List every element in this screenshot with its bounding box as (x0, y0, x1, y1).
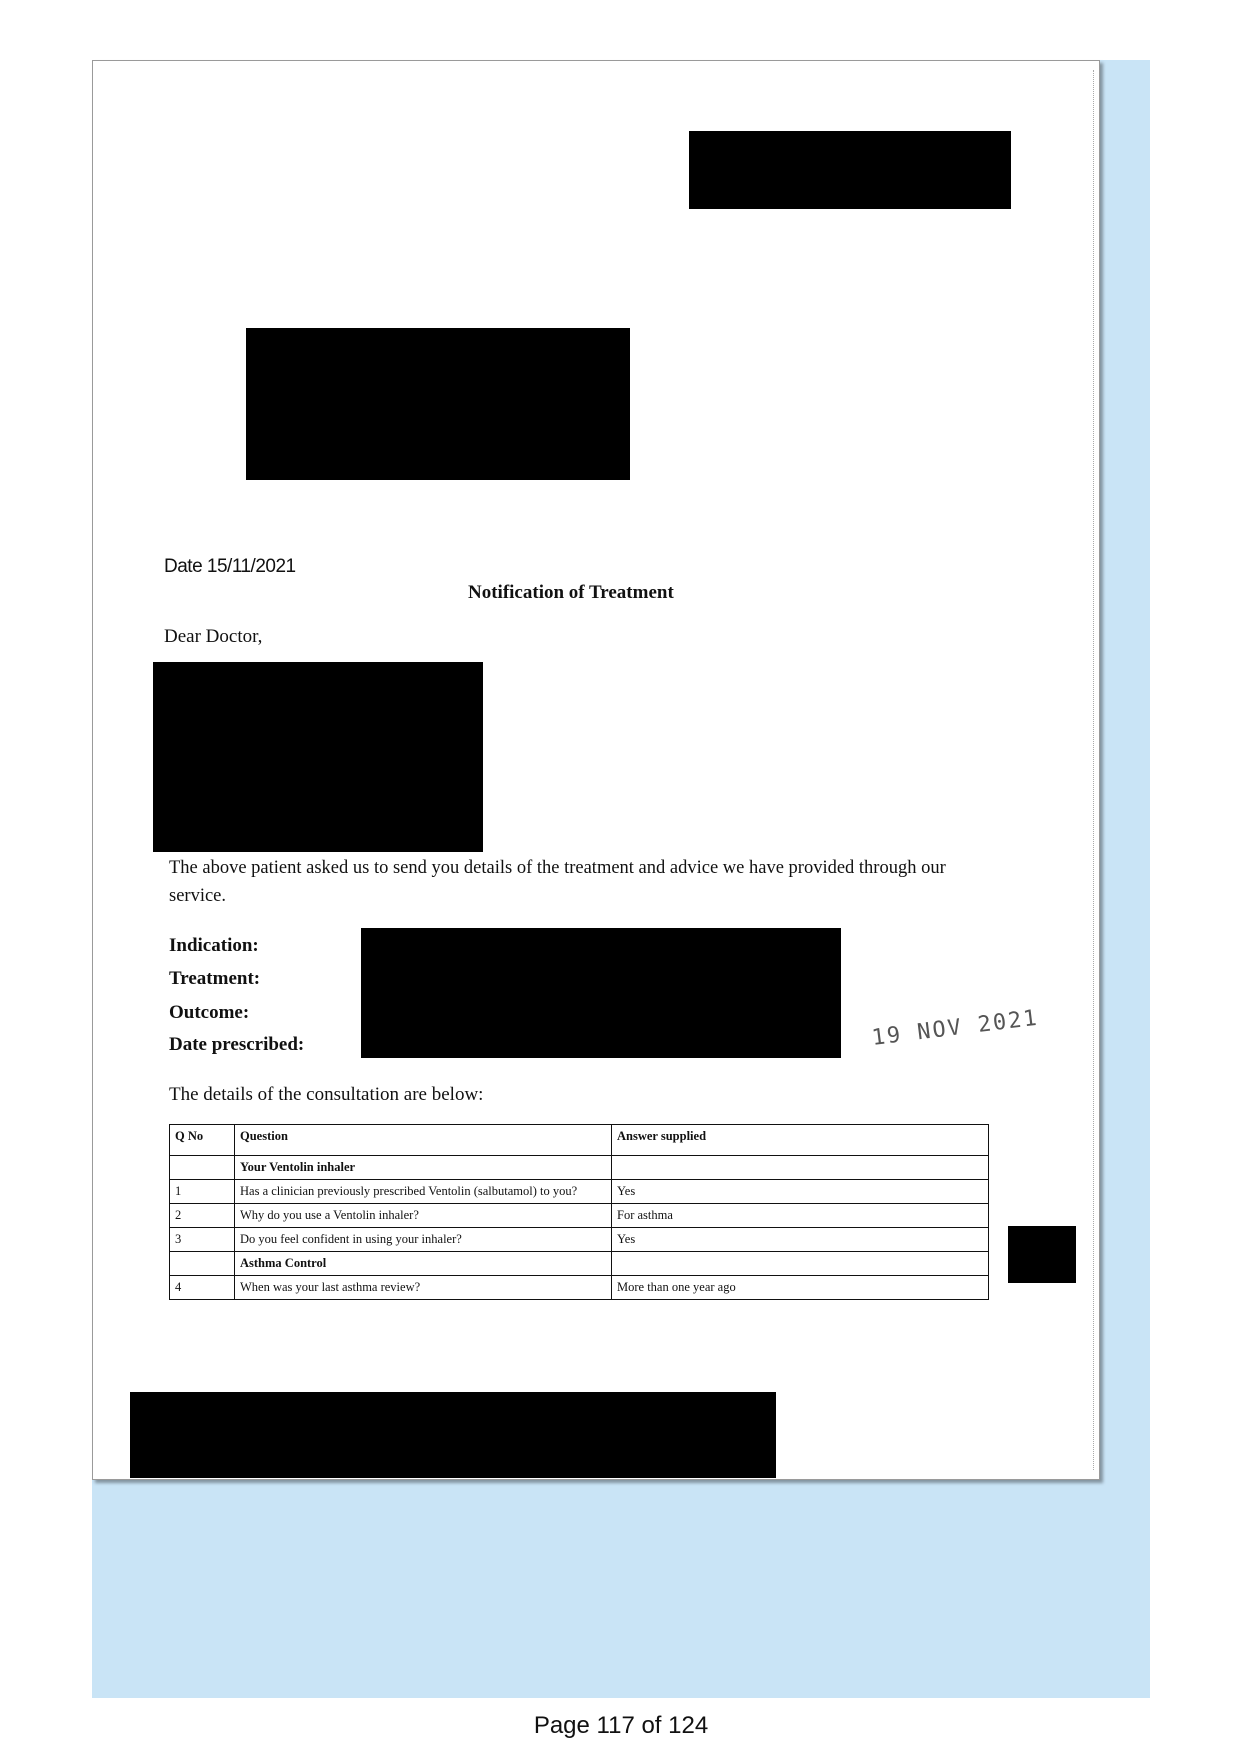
row-qno: 4 (170, 1276, 235, 1300)
redacted-signature-block (130, 1392, 776, 1478)
intro-paragraph: The above patient asked us to send you details of the treatment and advice we have provided through our service. (169, 858, 946, 906)
redacted-sender-address (689, 131, 1011, 209)
row-answer: More than one year ago (612, 1276, 989, 1300)
scan-artefact (1093, 70, 1094, 1470)
table-row (170, 1252, 989, 1276)
table-row (170, 1156, 989, 1180)
table-row (170, 1180, 989, 1204)
section-title: Your Ventolin inhaler (235, 1156, 612, 1180)
table-row (170, 1228, 989, 1252)
salutation: Dear Doctor, (164, 626, 263, 647)
date-prescribed-label: Date prescribed: (169, 1034, 305, 1055)
row-question: When was your last asthma review? (235, 1276, 612, 1300)
section-title: Asthma Control (235, 1252, 612, 1276)
indication-label: Indication: (169, 935, 259, 956)
header-qno: Q No (170, 1125, 235, 1156)
row-qno: 2 (170, 1204, 235, 1228)
row-answer (612, 1156, 989, 1180)
redacted-recipient-address (246, 328, 630, 480)
table-header-row (170, 1125, 989, 1156)
header-question: Question (235, 1125, 612, 1156)
letter-heading: Notification of Treatment (468, 582, 674, 603)
row-qno (170, 1156, 235, 1180)
row-question: Do you feel confident in using your inhaler? (235, 1228, 612, 1252)
row-question: Why do you use a Ventolin inhaler? (235, 1204, 612, 1228)
row-answer: Yes (612, 1228, 989, 1252)
treatment-label: Treatment: (169, 968, 261, 989)
received-date-stamp: 19 NOV 2021 (870, 1005, 1040, 1051)
redacted-treatment-details (361, 928, 841, 1058)
row-qno: 3 (170, 1228, 235, 1252)
letter-date: Date 15/11/2021 (164, 556, 296, 577)
consultation-table (169, 1124, 989, 1300)
row-answer: Yes (612, 1180, 989, 1204)
table-row (170, 1276, 989, 1300)
row-qno: 1 (170, 1180, 235, 1204)
row-qno (170, 1252, 235, 1276)
header-answer: Answer supplied (612, 1125, 989, 1156)
row-answer: For asthma (612, 1204, 989, 1228)
row-answer (612, 1252, 989, 1276)
consultation-intro: The details of the consultation are below: (169, 1084, 484, 1105)
page-number: Page 117 of 124 (533, 1712, 709, 1739)
redacted-patient-details (153, 662, 483, 852)
redacted-side-mark (1008, 1226, 1076, 1283)
outcome-label: Outcome: (169, 1002, 250, 1023)
table-row (170, 1204, 989, 1228)
row-question: Has a clinician previously prescribed Ventolin (salbutamol) to you? (235, 1180, 612, 1204)
